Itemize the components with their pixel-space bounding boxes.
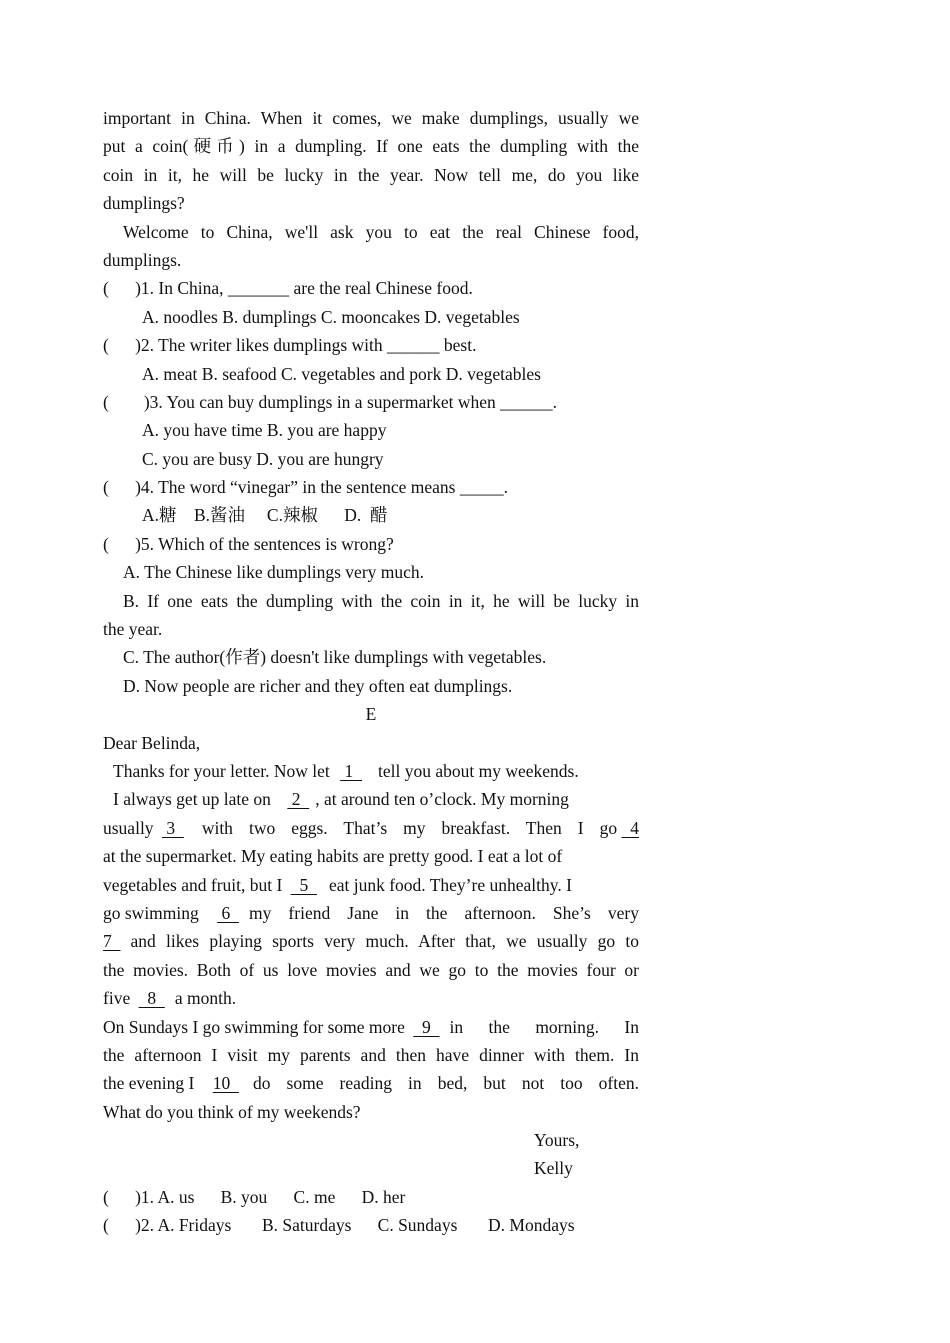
- letter-closing: Yours,: [534, 1130, 580, 1151]
- option-a: A. The Chinese like dumplings very much.: [123, 562, 425, 583]
- letter-text: the evening I: [103, 1073, 199, 1094]
- letter-text: Thanks for your letter. Now let: [113, 760, 335, 781]
- question-e-2: ( )2. A. Fridays B. Saturdays C. Sundays D. Mondays: [103, 1215, 575, 1236]
- passage-line: dumplings?: [103, 193, 185, 214]
- passage-line: important in China. When it comes, we make dumplings, usually we: [103, 108, 639, 128]
- passage-line: dumplings.: [103, 249, 182, 270]
- letter-greeting: Dear Belinda,: [103, 732, 201, 753]
- option-d: D. Now people are richer and they often eat dumplings.: [123, 675, 513, 696]
- letter-line: What do you think of my weekends?: [103, 1101, 361, 1122]
- question-stem: ( )5. Which of the sentences is wrong?: [103, 533, 394, 554]
- letter-text: with two eggs. That’s my breakfast. Then I go: [201, 817, 622, 838]
- letter-line: [103, 757, 639, 785]
- question-stem: ( )4. The word “vinegar” in the sentence means _____.: [103, 477, 508, 498]
- question-stem: ( )3. You can buy dumplings in a supermarket when ______.: [103, 391, 557, 412]
- blank-7: 7: [103, 931, 121, 952]
- question-options: C. you are busy D. you are hungry: [142, 448, 384, 469]
- option-c: C. The author(作者) doesn't like dumplings with vegetables.: [123, 647, 547, 668]
- letter-line: [103, 785, 639, 813]
- blank-1: 1: [340, 760, 363, 781]
- letter-line: [103, 927, 639, 955]
- letter-line: the afternoon I visit my parents and then have dinner with them. In: [103, 1044, 639, 1065]
- option-b: B. If one eats the dumpling with the coin in it, he will be lucky in: [123, 590, 639, 611]
- document-page: [103, 104, 639, 1240]
- option-b-continued: the year.: [103, 619, 163, 640]
- letter-text: vegetables and fruit, but I: [103, 874, 287, 895]
- letter-line: [103, 1069, 639, 1097]
- blank-9: 9: [413, 1016, 440, 1037]
- letter-text: five: [103, 988, 135, 1009]
- letter-line: [103, 984, 639, 1012]
- question-options: A.糖 B.酱油 C.辣椒 D. 醋: [142, 505, 388, 526]
- question-options: A. noodles B. dumplings C. mooncakes D. vegetables: [142, 306, 520, 327]
- letter-text: in the morning. In: [449, 1016, 639, 1037]
- blank-6: 6: [217, 902, 240, 923]
- blank-10: 10: [212, 1073, 239, 1094]
- letter-text: a month.: [174, 988, 237, 1009]
- section-heading: E: [365, 704, 377, 725]
- letter-text: and likes playing sports very much. After that, we usually go to: [130, 931, 639, 952]
- passage-line: put a coin(硬币) in a dumpling. If one eats the dumpling with the: [103, 136, 639, 157]
- question-stem: ( )1. In China, _______ are the real Chinese food.: [103, 278, 473, 299]
- question-options: A. you have time B. you are happy: [142, 420, 387, 441]
- letter-text: I always get up late on: [113, 789, 276, 810]
- letter-signature: Kelly: [534, 1158, 573, 1179]
- blank-8: 8: [138, 988, 165, 1009]
- letter-text: , at around ten o’clock. My morning: [315, 789, 569, 810]
- blank-4: 4: [621, 817, 639, 838]
- letter-text: go swimming: [103, 902, 204, 923]
- letter-line: [103, 871, 639, 899]
- letter-text: my friend Jane in the afternoon. She’s very: [249, 902, 639, 923]
- passage-line: Welcome to China, we'll ask you to eat the real Chinese food,: [123, 221, 639, 242]
- letter-text: do some reading in bed, but not too often.: [252, 1073, 639, 1094]
- letter-line: [103, 814, 639, 842]
- letter-line: [103, 899, 639, 927]
- letter-line: at the supermarket. My eating habits are pretty good. I eat a lot of: [103, 846, 563, 867]
- letter-text: eat junk food. They’re unhealthy. I: [328, 874, 572, 895]
- blank-5: 5: [290, 874, 317, 895]
- question-e-1: ( )1. A. us B. you C. me D. her: [103, 1186, 406, 1207]
- blank-3: 3: [161, 817, 184, 838]
- blank-2: 2: [287, 789, 310, 810]
- passage-line: coin in it, he will be lucky in the year. Now tell me, do you like: [103, 164, 639, 185]
- letter-line: the movies. Both of us love movies and we go to the movies four or: [103, 959, 639, 980]
- letter-text: usually: [103, 817, 158, 838]
- letter-text: tell you about my weekends.: [378, 760, 579, 781]
- letter-text: On Sundays I go swimming for some more: [103, 1016, 410, 1037]
- question-options: A. meat B. seafood C. vegetables and pork D. vegetables: [142, 363, 541, 384]
- question-stem: ( )2. The writer likes dumplings with ______ best.: [103, 335, 477, 356]
- letter-line: [103, 1013, 639, 1041]
